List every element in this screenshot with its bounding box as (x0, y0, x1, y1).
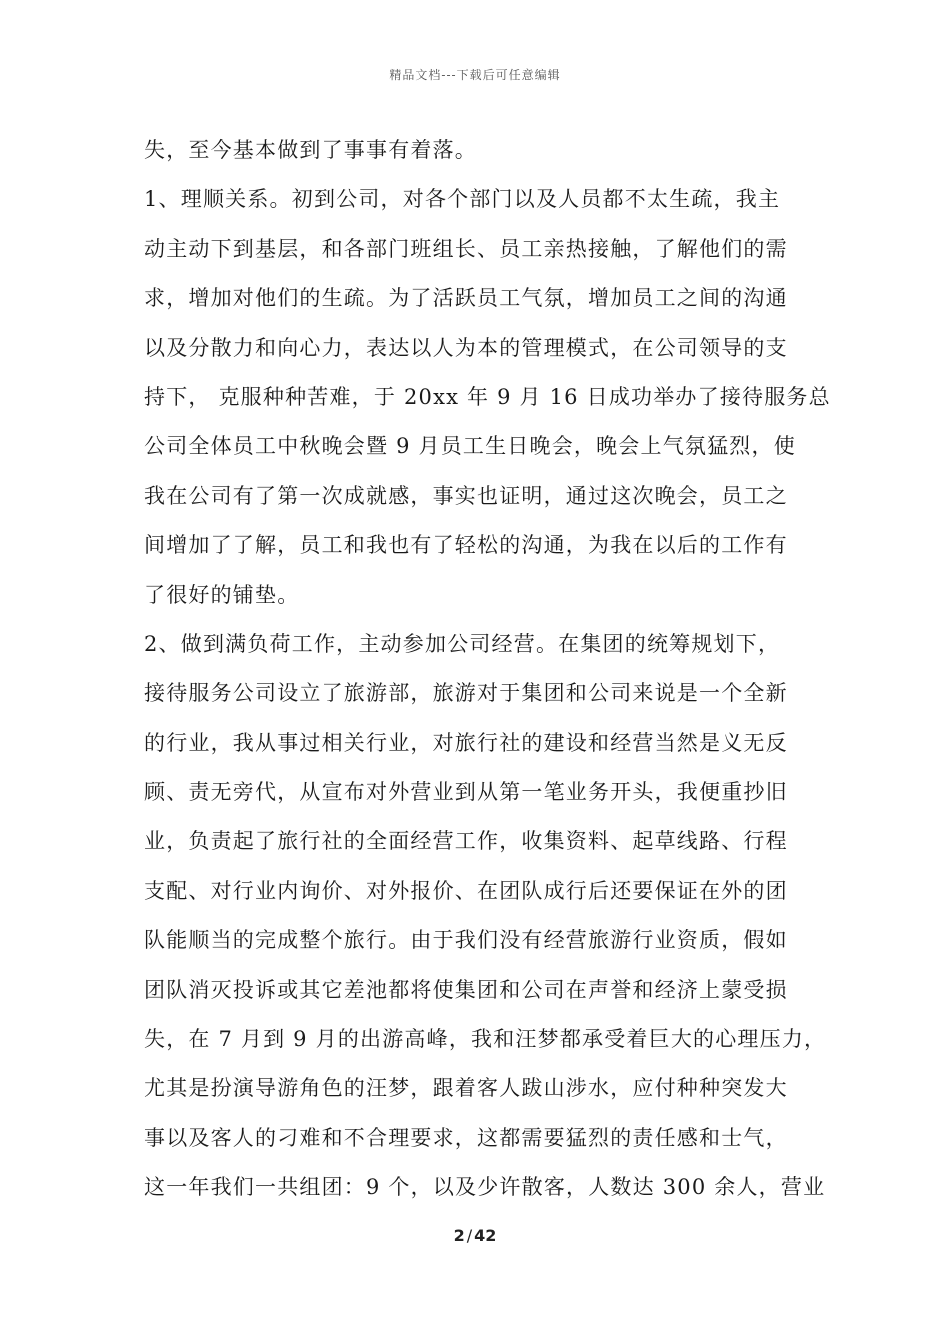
text-line: 顾、责无旁代，从宣布对外营业到从第一笔业务开头，我便重抄旧 (144, 780, 788, 805)
page-header: 精品文档---下载后可任意编辑 (389, 68, 561, 82)
text-line: 队能顺当的完成整个旅行。由于我们没有经营旅游行业资质，假如 (144, 928, 788, 953)
text-line: 求，增加对他们的生疏。为了活跃员工气氛，增加员工之间的沟通 (144, 286, 788, 311)
text-line: 以及分散力和向心力，表达以人为本的管理模式，在公司领导的支 (144, 335, 788, 360)
text-line: 业，负责起了旅行社的全面经营工作，收集资料、起草线路、行程 (144, 829, 788, 854)
current-page: 2 (453, 1226, 465, 1245)
text-line: 2、做到满负荷工作，主动参加公司经营。在集团的统筹规划下， (144, 631, 781, 656)
text-line: 接待服务公司设立了旅游部，旅游对于集团和公司来说是一个全新 (144, 681, 788, 706)
page-separator: / (466, 1226, 473, 1245)
document-body (144, 126, 831, 1213)
text-line: 失，至今基本做到了事事有着落。 (144, 138, 477, 162)
text-line: 这一年我们一共组团：9 个，以及少许散客，人数达 300 余人，营业 (144, 1175, 826, 1200)
text-line: 间增加了了解，员工和我也有了轻松的沟通，为我在以后的工作有 (144, 533, 788, 558)
text-line: 了很好的铺垫。 (144, 582, 300, 607)
text-line: 公司全体员工中秋晚会暨 9 月员工生日晚会，晚会上气氛猛烈，使 (144, 434, 796, 459)
text-line: 事以及客人的刁难和不合理要求，这都需要猛烈的责任感和士气， (144, 1125, 788, 1150)
total-pages: 42 (474, 1226, 497, 1245)
text-line: 支配、对行业内询价、对外报价、在团队成行后还要保证在外的团 (144, 878, 788, 903)
page-number (0, 1226, 950, 1245)
text-line: 尤其是扮演导游角色的汪梦，跟着客人跋山涉水，应付种种突发大 (144, 1076, 788, 1101)
text-line: 动主动下到基层，和各部门班组长、员工亲热接触，了解他们的需 (144, 236, 788, 261)
text-line: 持下， 克服种种苦难，于 20xx 年 9 月 16 日成功举办了接待服务总 (144, 384, 831, 409)
text-line: 失，在 7 月到 9 月的出游高峰，我和汪梦都承受着巨大的心理压力， (144, 1027, 827, 1052)
text-line: 团队消灭投诉或其它差池都将使集团和公司在声誉和经济上蒙受损 (144, 977, 788, 1002)
text-line: 我在公司有了第一次成就感，事实也证明，通过这次晚会，员工之 (144, 483, 788, 508)
text-line: 1、理顺关系。初到公司，对各个部门以及人员都不太生疏，我主 (144, 187, 781, 212)
text-line: 的行业，我从事过相关行业，对旅行社的建设和经营当然是义无反 (144, 730, 788, 755)
